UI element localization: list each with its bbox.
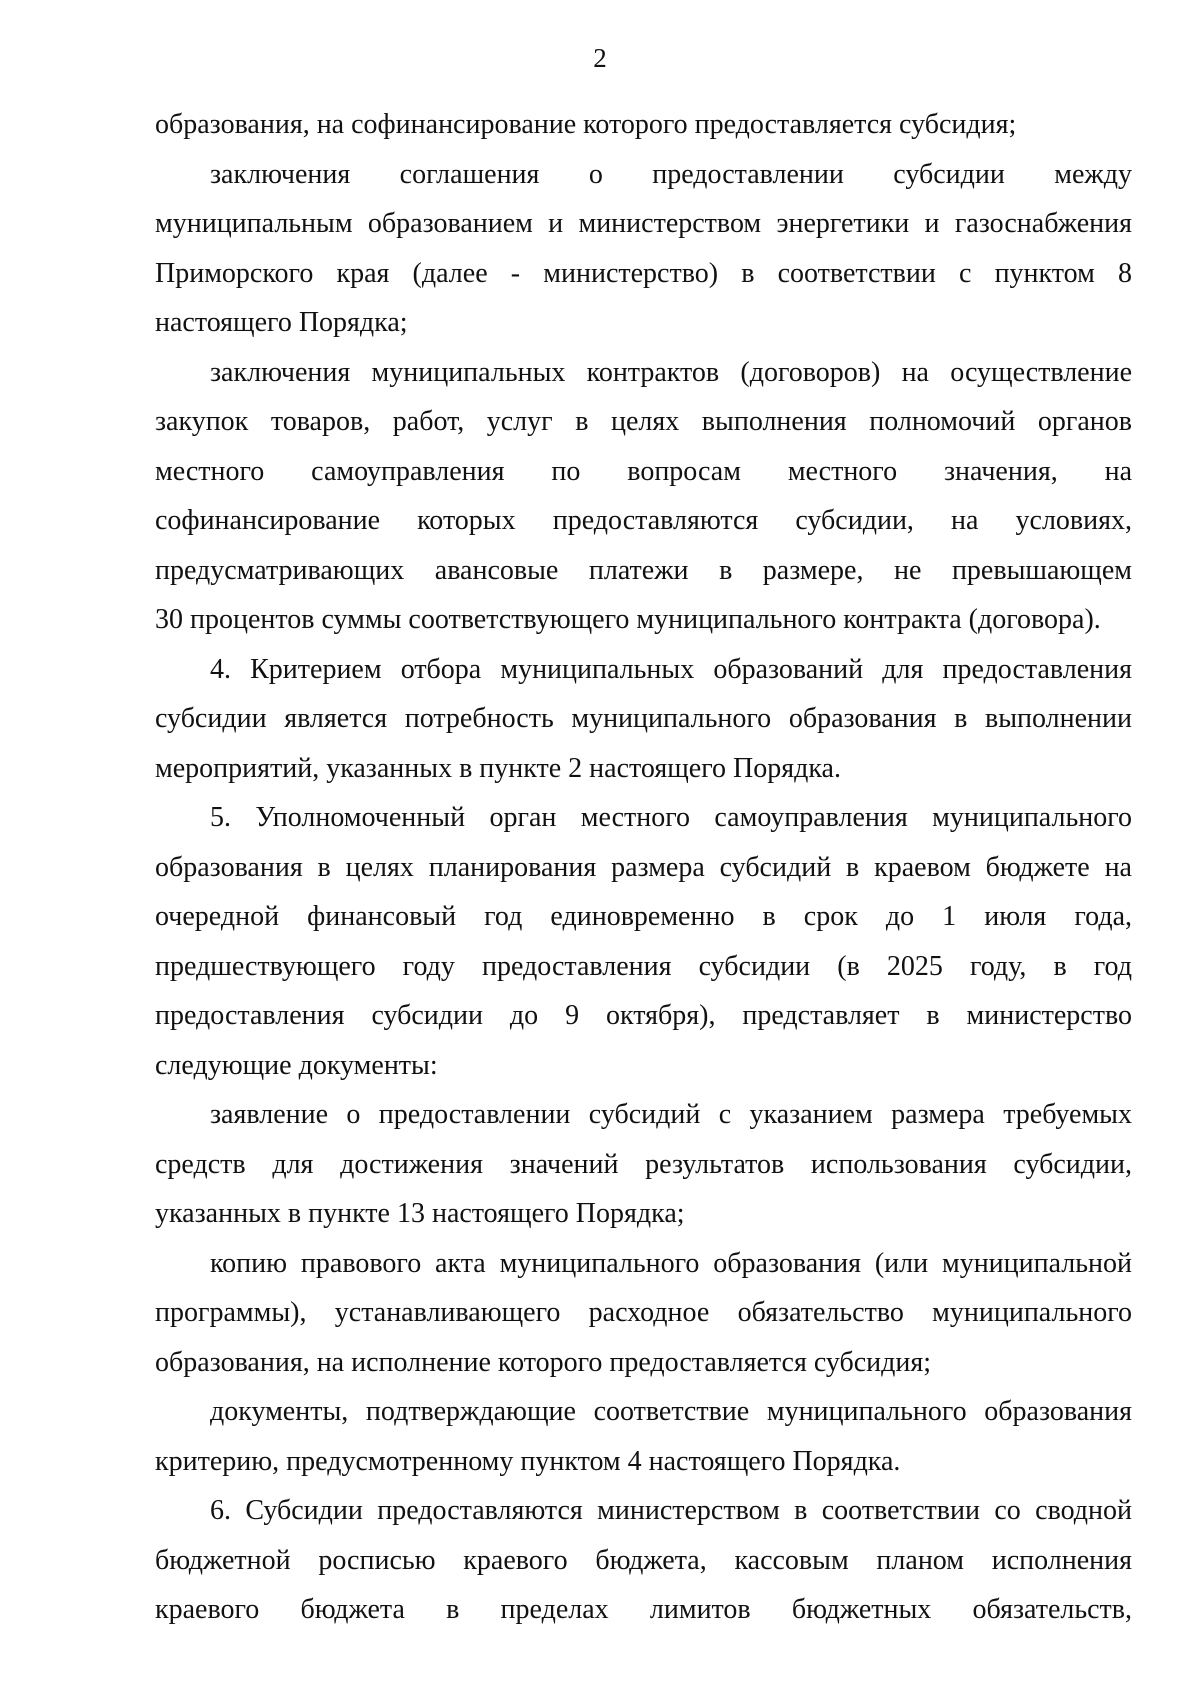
text-line: образования, на софинансирование которого предоставляется субсидия; xyxy=(155,109,1017,140)
text-line: 4. Критерием отбора муниципальных образований для предоставления xyxy=(210,653,1132,685)
text-line: программы), устанавливающего расходное обязательство муниципального xyxy=(155,1297,1132,1328)
text-line: бюджетной росписью краевого бюджета, кассовым планом исполнения xyxy=(155,1544,1132,1576)
text-line: образования, на исполнение которого предоставляется субсидия; xyxy=(155,1346,932,1378)
text-line: заявление о предоставлении субсидий с указанием размера требуемых xyxy=(210,1099,1132,1130)
text-line: закупок товаров, работ, услуг в целях выполнения полномочий органов xyxy=(155,406,1132,437)
text-line: очередной финансовый год единовременно в срок до 1 июля года, xyxy=(155,901,1132,932)
text-line: образования в целях планирования размера субсидий в краевом бюджете на xyxy=(155,851,1132,883)
text-line: заключения соглашения о предоставлении субсидии между xyxy=(210,158,1132,190)
text-line: Приморского края (далее - министерство) в соответствии с пунктом 8 xyxy=(155,257,1132,289)
text-line: субсидии является потребность муниципального образования в выполнении xyxy=(155,703,1132,734)
text-line: 30 процентов суммы соответствующего муниципального контракта (договора). xyxy=(155,604,1101,635)
text-line: предоставления субсидии до 9 октября), представляет в министерство xyxy=(155,1000,1132,1031)
paragraph xyxy=(155,1239,1132,1388)
text-line: настоящего Порядка; xyxy=(155,307,408,338)
text-line: заключения муниципальных контрактов (договоров) на осуществление xyxy=(210,356,1132,388)
text-line: мероприятий, указанных в пункте 2 настоящего Порядка. xyxy=(155,752,841,784)
text-line: предшествующего году предоставления субсидии (в 2025 году, в год xyxy=(155,950,1132,982)
text-line: критерию, предусмотренному пунктом 4 настоящего Порядка. xyxy=(155,1445,901,1477)
paragraph xyxy=(155,100,1132,150)
text-line: средств для достижения значений результатов использования субсидии, xyxy=(155,1148,1132,1180)
text-line: копию правового акта муниципального образования (или муниципальной xyxy=(210,1247,1132,1279)
paragraph xyxy=(155,1486,1132,1635)
paragraph xyxy=(155,645,1132,794)
text-line: документы, подтверждающие соответствие муниципального образования xyxy=(210,1396,1132,1427)
document-body xyxy=(155,100,1132,1635)
text-line: местного самоуправления по вопросам местного значения, на xyxy=(155,455,1132,487)
paragraph xyxy=(155,793,1132,1090)
text-line: 6. Субсидии предоставляются министерством в соответствии со сводной xyxy=(210,1495,1132,1526)
paragraph xyxy=(155,1090,1132,1239)
text-line: 5. Уполномоченный орган местного самоуправления муниципального xyxy=(210,802,1132,833)
paragraph xyxy=(155,348,1132,645)
text-line: софинансирование которых предоставляются субсидии, на условиях, xyxy=(155,505,1132,536)
text-line: предусматривающих авансовые платежи в размере, не превышающем xyxy=(155,554,1132,586)
text-line: следующие документы: xyxy=(155,1049,438,1081)
paragraph xyxy=(155,150,1132,348)
text-line: указанных в пункте 13 настоящего Порядка; xyxy=(155,1198,685,1229)
paragraph xyxy=(155,1387,1132,1486)
text-line: муниципальным образованием и министерством энергетики и газоснабжения xyxy=(155,208,1132,239)
text-line: краевого бюджета в пределах лимитов бюджетных обязательств, xyxy=(155,1594,1132,1625)
page-number: 2 xyxy=(593,43,607,73)
